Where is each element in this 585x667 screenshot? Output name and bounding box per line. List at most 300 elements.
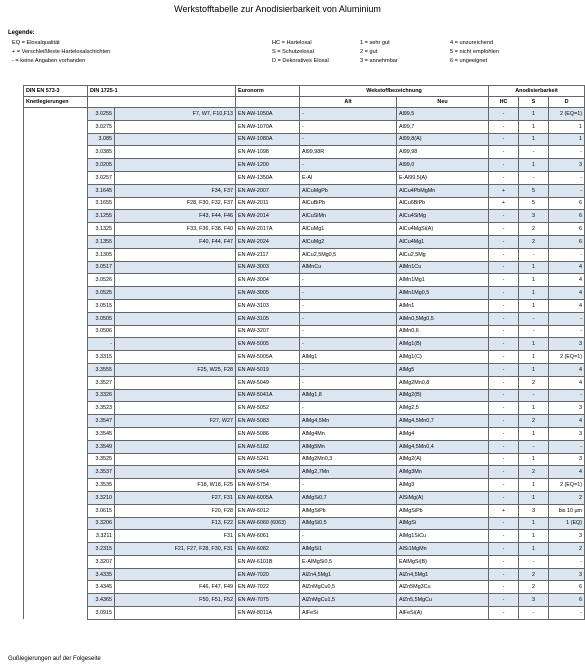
cell-d: 4 (549, 415, 585, 428)
table-row (24, 504, 585, 517)
cell-din573 (24, 453, 88, 466)
cell-alt: AlMg1,8 (300, 389, 397, 402)
cell-hc: - (489, 389, 519, 402)
header-euronorm: Euronorm (236, 86, 300, 97)
cell-euro: EN AW-1070A (236, 120, 300, 133)
cell-s: - (519, 248, 549, 261)
table-row (24, 223, 585, 236)
cell-nr: 3.1355 (88, 235, 115, 248)
cell-nr: 3.3206 (88, 517, 115, 530)
cell-alt: AlMg4Mn (300, 427, 397, 440)
table-row (24, 594, 585, 607)
cell-d: 3 (549, 568, 585, 581)
cell-din573 (24, 197, 88, 210)
cell-euro: EN AW-1098 (236, 146, 300, 159)
table-row (24, 312, 585, 325)
footer-note: Gußlegierungen auf der Folgeseite (8, 656, 101, 662)
legend-col-2 (272, 39, 329, 66)
cell-nr: 3.0515 (88, 299, 115, 312)
cell-nr: 3.3207 (88, 555, 115, 568)
cell-hc: - (489, 594, 519, 607)
cell-s: 2 (519, 223, 549, 236)
cell-s: 1 (519, 491, 549, 504)
cell-euro: EN AW-3004 (236, 274, 300, 287)
table-row (24, 607, 585, 620)
cell-alt: AlMgSiPb (300, 504, 397, 517)
cell-din573 (24, 594, 88, 607)
cell-euro: EN AW-5241 (236, 453, 300, 466)
cell-din573 (24, 120, 88, 133)
cell-hc: - (489, 568, 519, 581)
cell-nr: 3.3326 (88, 389, 115, 402)
cell-d: bis 10 µm (549, 504, 585, 517)
cell-neu: Al99,8(A) (397, 133, 489, 146)
cell-s: - (519, 389, 549, 402)
cell-d: - (549, 555, 585, 568)
cell-din: F43, F44, F46 (115, 210, 236, 223)
cell-s: - (519, 325, 549, 338)
cell-alt: - (300, 402, 397, 415)
cell-din573 (24, 415, 88, 428)
header-knetlegierungen: Knetlegierungen (24, 97, 88, 108)
cell-din: F27, F31 (115, 491, 236, 504)
cell-hc: - (489, 415, 519, 428)
table-row (24, 491, 585, 504)
cell-hc: - (489, 491, 519, 504)
cell-d: 6 (549, 197, 585, 210)
cell-s: 1 (519, 159, 549, 172)
cell-hc: - (489, 363, 519, 376)
cell-alt: AlMg4,5Mn (300, 415, 397, 428)
cell-din: F13, F22 (115, 517, 236, 530)
cell-din: F20, F28 (115, 504, 236, 517)
table-row (24, 351, 585, 364)
cell-neu: AlMn0,6 (397, 325, 489, 338)
cell-alt: - (300, 312, 397, 325)
cell-din (115, 299, 236, 312)
cell-din573 (24, 427, 88, 440)
cell-din: F34, F37 (115, 184, 236, 197)
table-row (24, 261, 585, 274)
cell-neu: AlCu4Mg1 (397, 235, 489, 248)
cell-alt: AlCuMg1 (300, 223, 397, 236)
cell-d: 3 (549, 427, 585, 440)
cell-alt: AlMgSi0,7 (300, 491, 397, 504)
cell-d: 4 (549, 363, 585, 376)
cell-s: 2 (519, 581, 549, 594)
cell-euro: EN AW-5041A (236, 389, 300, 402)
cell-din (115, 402, 236, 415)
cell-nr: 3.1255 (88, 210, 115, 223)
cell-din (115, 376, 236, 389)
cell-s: 3 (519, 504, 549, 517)
cell-nr: 3.0205 (88, 159, 115, 172)
cell-alt: AlCuMg2 (300, 235, 397, 248)
cell-nr: - (88, 338, 115, 351)
cell-alt: E-AlMgSi0,5 (300, 555, 397, 568)
cell-d: 4 (549, 376, 585, 389)
cell-s: 1 (519, 517, 549, 530)
cell-s: 1 (519, 274, 549, 287)
cell-d: - (549, 440, 585, 453)
cell-alt: AlFeSi (300, 607, 397, 620)
legend-item: - = keine Angaben vorhanden (12, 58, 86, 64)
cell-neu: AlMg2,5 (397, 402, 489, 415)
cell-din (115, 607, 236, 620)
table-row (24, 120, 585, 133)
cell-nr: 3.3523 (88, 402, 115, 415)
cell-din573 (24, 146, 88, 159)
cell-d: 4 (549, 261, 585, 274)
cell-nr: 3.0257 (88, 171, 115, 184)
cell-euro: EN AW-6082 (236, 543, 300, 556)
cell-euro: EN AW-5049 (236, 376, 300, 389)
cell-din573 (24, 479, 88, 492)
cell-neu: AlMg4 (397, 427, 489, 440)
cell-neu: AlMg4,5Mn0,4 (397, 440, 489, 453)
cell-euro: EN AW-2014 (236, 210, 300, 223)
table-row (24, 427, 585, 440)
cell-hc: - (489, 466, 519, 479)
cell-neu: AlCu6BiPb (397, 197, 489, 210)
cell-din (115, 261, 236, 274)
cell-neu: AlMn1Mg0,5 (397, 287, 489, 300)
table-row (24, 466, 585, 479)
table-row (24, 376, 585, 389)
table-row (24, 530, 585, 543)
cell-d: 6 (549, 223, 585, 236)
cell-din573 (24, 517, 88, 530)
table-row (24, 338, 585, 351)
cell-din573 (24, 274, 88, 287)
cell-euro: EN AW-5182 (236, 440, 300, 453)
cell-euro: EN AW-6012 (236, 504, 300, 517)
cell-din573 (24, 171, 88, 184)
cell-euro: EN AW-2011 (236, 197, 300, 210)
cell-d: 2 (EQ=1) (549, 479, 585, 492)
cell-alt: AlMgSi0,5 (300, 517, 397, 530)
legend-item: 6 = ungeeignet (450, 58, 488, 64)
cell-nr: 3.0517 (88, 261, 115, 274)
cell-d: 6 (549, 594, 585, 607)
table-row (24, 210, 585, 223)
cell-neu: AlSi1MgMn (397, 543, 489, 556)
legend-col-1 (12, 39, 110, 66)
cell-neu: AlMg1(C) (397, 351, 489, 364)
cell-hc: - (489, 120, 519, 133)
cell-din573 (24, 299, 88, 312)
header-neu: Neu (397, 97, 489, 108)
cell-euro: EN AW-6061 (236, 530, 300, 543)
cell-alt: AlMnCu (300, 261, 397, 274)
cell-hc: - (489, 210, 519, 223)
cell-din573 (24, 466, 88, 479)
table-row (24, 325, 585, 338)
cell-nr: 3.0506 (88, 325, 115, 338)
cell-din573 (24, 108, 88, 121)
cell-neu: Al99,0 (397, 159, 489, 172)
cell-d: - (549, 389, 585, 402)
cell-s: 1 (519, 402, 549, 415)
cell-nr: 3.0505 (88, 312, 115, 325)
cell-alt: Al99,98R (300, 146, 397, 159)
cell-nr: 3.3525 (88, 453, 115, 466)
header-din1725: DIN 1725-1 (88, 86, 236, 97)
table-row (24, 287, 585, 300)
cell-nr: 3.3537 (88, 466, 115, 479)
cell-alt: AlCu2,5Mg0,5 (300, 248, 397, 261)
cell-alt: - (300, 120, 397, 133)
cell-euro: EN AW-6101B (236, 555, 300, 568)
cell-nr: 3.0915 (88, 607, 115, 620)
cell-s: 1 (519, 543, 549, 556)
cell-d: - (549, 325, 585, 338)
table-row (24, 146, 585, 159)
cell-alt: - (300, 376, 397, 389)
cell-nr: 3.3527 (88, 376, 115, 389)
cell-neu: AlMg2Mn0,8 (397, 376, 489, 389)
table-row (24, 235, 585, 248)
cell-hc: - (489, 146, 519, 159)
legend-item: 5 = nicht empfohlen (450, 49, 499, 55)
cell-nr: 3.3547 (88, 415, 115, 428)
table-row (24, 440, 585, 453)
cell-s: - (519, 555, 549, 568)
table-row (24, 248, 585, 261)
table-row (24, 299, 585, 312)
cell-euro: EN AW-3105 (236, 312, 300, 325)
table-row (24, 479, 585, 492)
cell-d: - (549, 171, 585, 184)
cell-din (115, 555, 236, 568)
cell-din (115, 274, 236, 287)
cell-hc: - (489, 248, 519, 261)
cell-nr: 3.0525 (88, 287, 115, 300)
cell-alt: AlZn4,5Mg1 (300, 568, 397, 581)
cell-din (115, 312, 236, 325)
cell-nr: 3.1325 (88, 223, 115, 236)
cell-s: 5 (519, 184, 549, 197)
cell-euro: EN AW-5019 (236, 363, 300, 376)
cell-neu: AlSiMg(A) (397, 491, 489, 504)
cell-din (115, 171, 236, 184)
cell-nr: 3.0385 (88, 146, 115, 159)
cell-din573 (24, 351, 88, 364)
cell-neu: Al99,5 (397, 108, 489, 121)
cell-s: - (519, 146, 549, 159)
cell-s: 1 (519, 351, 549, 364)
cell-euro: EN AW-3003 (236, 261, 300, 274)
cell-s: - (519, 440, 549, 453)
cell-euro: EN AW-5454 (236, 466, 300, 479)
cell-hc: - (489, 108, 519, 121)
cell-alt: - (300, 530, 397, 543)
cell-nr: 3.3549 (88, 440, 115, 453)
cell-d: 4 (549, 299, 585, 312)
cell-neu: AlMn1 (397, 299, 489, 312)
cell-din573 (24, 581, 88, 594)
cell-alt: AlCuMgPb (300, 184, 397, 197)
cell-euro: EN AW-2007 (236, 184, 300, 197)
cell-neu: AlCu4SiMg (397, 210, 489, 223)
cell-euro: EN AW-8011A (236, 607, 300, 620)
cell-din (115, 568, 236, 581)
cell-euro: EN AW-2117 (236, 248, 300, 261)
cell-din (115, 440, 236, 453)
cell-nr: 3.3535 (88, 479, 115, 492)
cell-din: F33, F36, F38, F40 (115, 223, 236, 236)
cell-d: 1 (EQ) (549, 517, 585, 530)
cell-hc: - (489, 274, 519, 287)
cell-din573 (24, 440, 88, 453)
legend-item: D = Dekoratives Eloxal (272, 58, 329, 64)
cell-din573 (24, 568, 88, 581)
cell-neu: AlMg1SiCu (397, 530, 489, 543)
cell-d: 4 (549, 287, 585, 300)
cell-d: 2 (549, 543, 585, 556)
cell-d: 6 (549, 210, 585, 223)
cell-nr: 3.3555 (88, 363, 115, 376)
legend-item: 2 = gut (360, 49, 378, 55)
material-table (23, 85, 585, 620)
cell-din (115, 338, 236, 351)
cell-din573 (24, 248, 88, 261)
cell-din (115, 389, 236, 402)
cell-din (115, 159, 236, 172)
cell-s: 1 (519, 133, 549, 146)
cell-euro: EN AW-2017A (236, 223, 300, 236)
cell-nr: 3.1655 (88, 197, 115, 210)
cell-nr: 3.3210 (88, 491, 115, 504)
cell-euro: EN AW-3103 (236, 299, 300, 312)
cell-din573 (24, 363, 88, 376)
cell-euro: EN AW-6060 (6063) (236, 517, 300, 530)
cell-alt: E-Al (300, 171, 397, 184)
cell-nr: 3.0255 (88, 108, 115, 121)
cell-hc: + (489, 504, 519, 517)
cell-nr: 3.2315 (88, 543, 115, 556)
cell-s: 2 (519, 568, 549, 581)
cell-d: 6 (549, 581, 585, 594)
cell-d: - (549, 184, 585, 197)
cell-din (115, 287, 236, 300)
cell-alt: AlMg5Mn (300, 440, 397, 453)
table-row (24, 555, 585, 568)
cell-hc: - (489, 376, 519, 389)
cell-din573 (24, 504, 88, 517)
cell-euro: EN AW-1080A (236, 133, 300, 146)
cell-din (115, 120, 236, 133)
cell-s: 2 (519, 235, 549, 248)
header-anodisierbarkeit: Anodisierbarkeit (489, 86, 585, 97)
cell-nr: 3.4345 (88, 581, 115, 594)
cell-d: 3 (549, 453, 585, 466)
cell-din573 (24, 287, 88, 300)
legend-item: + = Verschleißfeste Harteloxalschichten (12, 49, 111, 55)
cell-s: 1 (519, 120, 549, 133)
cell-d: 2 (EQ=1) (549, 351, 585, 364)
cell-euro: EN AW-6005A (236, 491, 300, 504)
cell-d: 1 (549, 120, 585, 133)
table-row (24, 453, 585, 466)
cell-hc: - (489, 171, 519, 184)
cell-din573 (24, 325, 88, 338)
cell-hc: - (489, 133, 519, 146)
cell-s: 1 (519, 287, 549, 300)
cell-s: 2 (519, 466, 549, 479)
cell-nr: 3.0275 (88, 120, 115, 133)
cell-euro: EN AW-5086 (236, 427, 300, 440)
cell-d: - (549, 248, 585, 261)
cell-neu: AlZn5Mg3Cu (397, 581, 489, 594)
cell-hc: - (489, 530, 519, 543)
cell-alt: - (300, 159, 397, 172)
cell-alt: - (300, 287, 397, 300)
cell-neu: AlZn4,5Mg1 (397, 568, 489, 581)
cell-din573 (24, 133, 88, 146)
legend-item: 3 = annehmbar (360, 58, 398, 64)
cell-alt: - (300, 363, 397, 376)
cell-hc: - (489, 235, 519, 248)
cell-din573 (24, 261, 88, 274)
cell-euro: EN AW-2024 (236, 235, 300, 248)
cell-din573 (24, 235, 88, 248)
cell-hc: - (489, 338, 519, 351)
cell-din573 (24, 491, 88, 504)
cell-neu: Al99,98 (397, 146, 489, 159)
cell-d: 1 (549, 133, 585, 146)
cell-din: F25, W25, F28 (115, 363, 236, 376)
cell-euro: EN AW-3207 (236, 325, 300, 338)
cell-nr: 3.3545 (88, 427, 115, 440)
cell-din573 (24, 376, 88, 389)
cell-s: 2 (519, 376, 549, 389)
cell-hc: - (489, 159, 519, 172)
cell-din: F50, F51, F52 (115, 594, 236, 607)
cell-alt: - (300, 338, 397, 351)
cell-neu: AlMn1Cu (397, 261, 489, 274)
cell-neu: AlCu2,5Mg (397, 248, 489, 261)
cell-s: 1 (519, 261, 549, 274)
cell-neu: AlMg4,5Mn0,7 (397, 415, 489, 428)
cell-nr: 3.0615 (88, 504, 115, 517)
cell-hc: - (489, 351, 519, 364)
cell-s: 1 (519, 530, 549, 543)
legend-item: 4 = unzureichend (450, 40, 494, 46)
cell-alt: AlMg1 (300, 351, 397, 364)
cell-neu: E-Al99,5(A) (397, 171, 489, 184)
cell-nr: 3.3315 (88, 351, 115, 364)
cell-hc: + (489, 184, 519, 197)
cell-din: F46, F47, F49 (115, 581, 236, 594)
cell-neu: AlMg2(B) (397, 389, 489, 402)
cell-din (115, 325, 236, 338)
cell-hc: - (489, 325, 519, 338)
cell-euro: EN AW-3005 (236, 287, 300, 300)
cell-hc: - (489, 581, 519, 594)
cell-alt: AlZnMgCu0,5 (300, 581, 397, 594)
cell-din573 (24, 530, 88, 543)
cell-s: 1 (519, 363, 549, 376)
cell-din: F27, W27 (115, 415, 236, 428)
cell-euro: EN AW-5754 (236, 479, 300, 492)
cell-din573 (24, 338, 88, 351)
cell-nr: 3.4335 (88, 568, 115, 581)
cell-d: - (549, 146, 585, 159)
table-row (24, 171, 585, 184)
cell-din573 (24, 543, 88, 556)
cell-din573 (24, 223, 88, 236)
